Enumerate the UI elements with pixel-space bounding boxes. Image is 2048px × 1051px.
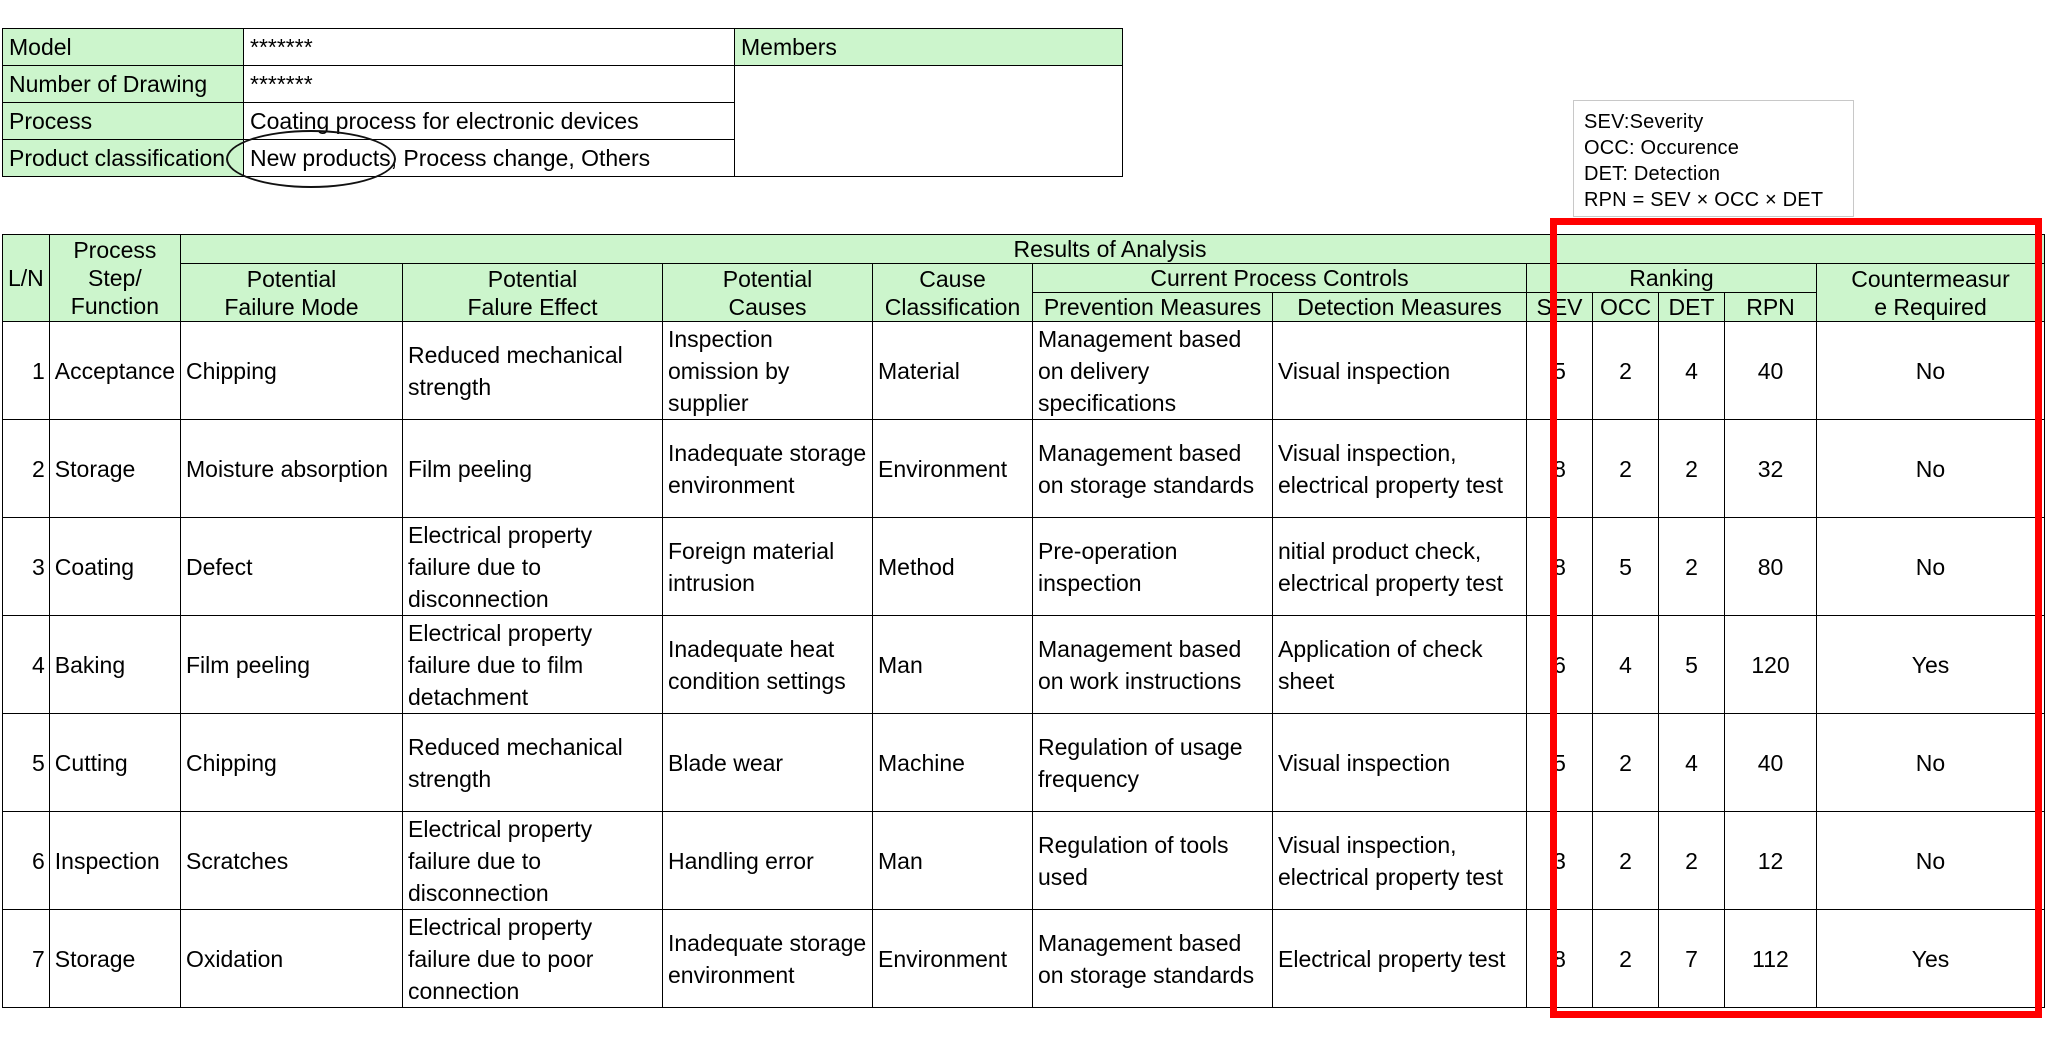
row-cell-det[interactable]: 4 xyxy=(1659,322,1725,420)
row-cell-ln[interactable]: 4 xyxy=(3,616,50,714)
col-header-failure-effect xyxy=(403,264,663,322)
col-header-occ: OCC xyxy=(1593,293,1659,322)
row-cell-failure-effect[interactable]: Reduced mechanical strength xyxy=(403,322,663,420)
row-cell-sev[interactable]: 8 xyxy=(1527,910,1593,1008)
col-header-potential-causes-line1: Potential xyxy=(722,265,813,292)
row-cell-cause-classification[interactable]: Man xyxy=(873,616,1033,714)
row-cell-prevention-measures[interactable]: Management based on storage standards xyxy=(1033,910,1273,1008)
row-cell-rpn[interactable]: 32 xyxy=(1725,420,1817,518)
table-row xyxy=(3,518,2045,616)
row-cell-sev[interactable]: 6 xyxy=(1527,616,1593,714)
col-header-countermeasure-required xyxy=(1817,264,2045,322)
row-cell-sev[interactable]: 8 xyxy=(1527,518,1593,616)
legend-det: DET: Detection xyxy=(1584,163,1721,185)
row-cell-cause-classification[interactable]: Environment xyxy=(873,910,1033,1008)
row-cell-potential-causes[interactable]: Inadequate heat condition settings xyxy=(663,616,873,714)
row-cell-countermeasure[interactable]: No xyxy=(1817,714,2045,812)
row-cell-occ[interactable]: 5 xyxy=(1593,518,1659,616)
row-cell-countermeasure[interactable]: Yes xyxy=(1817,910,2045,1008)
row-cell-cause-classification[interactable]: Machine xyxy=(873,714,1033,812)
row-cell-det[interactable]: 7 xyxy=(1659,910,1725,1008)
table-row xyxy=(3,812,2045,910)
row-cell-cause-classification[interactable]: Material xyxy=(873,322,1033,420)
legend-rpn-formula: RPN = SEV × OCC × DET xyxy=(1584,189,1824,211)
fmea-table-body xyxy=(3,322,2045,1008)
col-header-potential-causes-line2: Causes xyxy=(728,293,807,320)
row-cell-occ[interactable]: 2 xyxy=(1593,420,1659,518)
info-label-process: Process xyxy=(3,103,244,140)
col-header-cause-classification-line1: Cause xyxy=(919,265,986,292)
row-cell-cause-classification[interactable]: Man xyxy=(873,812,1033,910)
row-cell-rpn[interactable]: 112 xyxy=(1725,910,1817,1008)
row-cell-prevention-measures[interactable]: Management based on storage standards xyxy=(1033,420,1273,518)
row-cell-cause-classification[interactable]: Environment xyxy=(873,420,1033,518)
row-cell-process-step[interactable]: Cutting xyxy=(49,714,180,812)
row-cell-detection-measures[interactable]: Visual inspection xyxy=(1273,714,1527,812)
row-cell-sev[interactable]: 5 xyxy=(1527,714,1593,812)
row-cell-ln[interactable]: 2 xyxy=(3,420,50,518)
row-cell-ln[interactable]: 7 xyxy=(3,910,50,1008)
row-cell-failure-mode[interactable]: Chipping xyxy=(181,714,403,812)
col-header-prevention-measures: Prevention Measures xyxy=(1033,293,1273,322)
row-cell-occ[interactable]: 4 xyxy=(1593,616,1659,714)
row-cell-potential-causes[interactable]: Blade wear xyxy=(663,714,873,812)
legend-sev: SEV:Severity xyxy=(1584,111,1704,133)
table-row xyxy=(3,322,2045,420)
row-cell-det[interactable]: 2 xyxy=(1659,812,1725,910)
row-cell-detection-measures[interactable]: Electrical property test xyxy=(1273,910,1527,1008)
row-cell-rpn[interactable]: 80 xyxy=(1725,518,1817,616)
row-cell-prevention-measures[interactable]: Management based on work instructions xyxy=(1033,616,1273,714)
row-cell-prevention-measures[interactable]: Pre-operation inspection xyxy=(1033,518,1273,616)
row-cell-failure-effect[interactable]: Film peeling xyxy=(403,420,663,518)
col-header-process-step xyxy=(49,235,180,322)
col-header-process-step-line2: Function xyxy=(70,293,159,319)
col-header-failure-mode xyxy=(181,264,403,322)
row-cell-potential-causes[interactable]: Inadequate storage environment xyxy=(663,910,873,1008)
info-value-drawing-number[interactable]: ******* xyxy=(244,66,735,103)
row-cell-countermeasure[interactable]: No xyxy=(1817,812,2045,910)
row-cell-process-step[interactable]: Inspection xyxy=(49,812,180,910)
row-cell-rpn[interactable]: 40 xyxy=(1725,322,1817,420)
row-cell-countermeasure[interactable]: No xyxy=(1817,420,2045,518)
row-cell-process-step[interactable]: Acceptance xyxy=(49,322,180,420)
row-cell-occ[interactable]: 2 xyxy=(1593,812,1659,910)
row-cell-process-step[interactable]: Storage xyxy=(49,910,180,1008)
row-cell-cause-classification[interactable]: Method xyxy=(873,518,1033,616)
col-header-sev: SEV xyxy=(1527,293,1593,322)
row-cell-failure-effect[interactable]: Electrical property failure due to disconnection xyxy=(403,518,663,616)
row-cell-sev[interactable]: 8 xyxy=(1527,420,1593,518)
row-cell-detection-measures[interactable]: Visual inspection xyxy=(1273,322,1527,420)
row-cell-detection-measures[interactable]: Application of check sheet xyxy=(1273,616,1527,714)
row-cell-sev[interactable]: 3 xyxy=(1527,812,1593,910)
row-cell-detection-measures[interactable]: nitial product check, electrical property test xyxy=(1273,518,1527,616)
row-cell-det[interactable]: 5 xyxy=(1659,616,1725,714)
row-cell-rpn[interactable]: 12 xyxy=(1725,812,1817,910)
table-row xyxy=(3,714,2045,812)
col-header-process-step-line1: Process Step/ xyxy=(73,237,157,291)
col-header-results-of-analysis: Results of Analysis xyxy=(181,235,2045,264)
col-header-potential-causes xyxy=(663,264,873,322)
info-value-process[interactable]: Coating process for electronic devices xyxy=(244,103,735,140)
row-cell-potential-causes[interactable]: Inadequate storage environment xyxy=(663,420,873,518)
row-cell-process-step[interactable]: Baking xyxy=(49,616,180,714)
row-cell-countermeasure[interactable]: No xyxy=(1817,518,2045,616)
row-cell-failure-effect[interactable]: Electrical property failure due to poor connection xyxy=(403,910,663,1008)
col-header-det: DET xyxy=(1659,293,1725,322)
members-value-cell[interactable] xyxy=(735,66,1123,177)
row-cell-ln[interactable]: 6 xyxy=(3,812,50,910)
row-cell-detection-measures[interactable]: Visual inspection, electrical property test xyxy=(1273,812,1527,910)
row-cell-potential-causes[interactable]: Inspection omission by supplier xyxy=(663,322,873,420)
row-cell-process-step[interactable]: Coating xyxy=(49,518,180,616)
row-cell-countermeasure[interactable]: Yes xyxy=(1817,616,2045,714)
row-cell-failure-mode[interactable]: Film peeling xyxy=(181,616,403,714)
col-header-failure-effect-line1: Potential xyxy=(487,265,578,292)
header-row-group xyxy=(3,235,2045,264)
col-header-ln: L/N xyxy=(3,235,50,322)
members-header: Members xyxy=(735,29,1123,66)
col-header-failure-mode-line1: Potential xyxy=(246,265,337,292)
table-row xyxy=(3,616,2045,714)
col-header-cause-classification xyxy=(873,264,1033,322)
info-label-product-classification: Product classification xyxy=(3,140,244,177)
row-cell-rpn[interactable]: 120 xyxy=(1725,616,1817,714)
row-cell-rpn[interactable]: 40 xyxy=(1725,714,1817,812)
row-cell-det[interactable]: 4 xyxy=(1659,714,1725,812)
row-cell-failure-mode[interactable]: Moisture absorption xyxy=(181,420,403,518)
row-cell-failure-mode[interactable]: Scratches xyxy=(181,812,403,910)
row-cell-prevention-measures[interactable]: Regulation of usage frequency xyxy=(1033,714,1273,812)
col-header-countermeasure-line2: e Required xyxy=(1874,293,1987,320)
row-cell-detection-measures[interactable]: Visual inspection, electrical property test xyxy=(1273,420,1527,518)
row-cell-prevention-measures[interactable]: Regulation of tools used xyxy=(1033,812,1273,910)
row-cell-failure-effect[interactable]: Electrical property failure due to film detachment xyxy=(403,616,663,714)
row-cell-failure-mode[interactable]: Chipping xyxy=(181,322,403,420)
info-row-drawing-number xyxy=(3,66,1123,103)
row-cell-failure-effect[interactable]: Electrical property failure due to disconnection xyxy=(403,812,663,910)
row-cell-potential-causes[interactable]: Handling error xyxy=(663,812,873,910)
row-cell-occ[interactable]: 2 xyxy=(1593,322,1659,420)
row-cell-failure-effect[interactable]: Reduced mechanical strength xyxy=(403,714,663,812)
row-cell-countermeasure[interactable]: No xyxy=(1817,322,2045,420)
row-cell-failure-mode[interactable]: Oxidation xyxy=(181,910,403,1008)
legend-occ: OCC: Occurence xyxy=(1584,137,1740,159)
info-value-product-classification[interactable]: New products, Process change, Others xyxy=(244,140,735,177)
col-header-ranking: Ranking xyxy=(1527,264,1817,293)
row-cell-potential-causes[interactable]: Foreign material intrusion xyxy=(663,518,873,616)
col-header-rpn: RPN xyxy=(1725,293,1817,322)
document-info-table xyxy=(2,28,1123,177)
row-cell-det[interactable]: 2 xyxy=(1659,420,1725,518)
col-header-detection-measures: Detection Measures xyxy=(1273,293,1527,322)
info-label-drawing-number: Number of Drawing xyxy=(3,66,244,103)
row-cell-ln[interactable]: 5 xyxy=(3,714,50,812)
row-cell-occ[interactable]: 2 xyxy=(1593,910,1659,1008)
row-cell-sev[interactable]: 5 xyxy=(1527,322,1593,420)
col-header-failure-effect-line2: Falure Effect xyxy=(467,293,598,320)
row-cell-failure-mode[interactable]: Defect xyxy=(181,518,403,616)
table-row xyxy=(3,910,2045,1008)
row-cell-ln[interactable]: 3 xyxy=(3,518,50,616)
row-cell-occ[interactable]: 2 xyxy=(1593,714,1659,812)
col-header-countermeasure-line1: Countermeasur xyxy=(1851,265,2010,292)
col-header-current-process-controls: Current Process Controls xyxy=(1033,264,1527,293)
info-label-model: Model xyxy=(3,29,244,66)
info-value-model[interactable]: ******* xyxy=(244,29,735,66)
abbreviation-legend-box xyxy=(1573,100,1854,217)
col-header-cause-classification-line2: Classification xyxy=(884,293,1021,320)
fmea-analysis-table xyxy=(2,234,2045,1008)
row-cell-prevention-measures[interactable]: Management based on delivery specifications xyxy=(1033,322,1273,420)
col-header-failure-mode-line2: Failure Mode xyxy=(224,293,359,320)
info-row-model xyxy=(3,29,1123,66)
row-cell-det[interactable]: 2 xyxy=(1659,518,1725,616)
row-cell-process-step[interactable]: Storage xyxy=(49,420,180,518)
header-row-subgroup xyxy=(3,264,2045,293)
row-cell-ln[interactable]: 1 xyxy=(3,322,50,420)
table-row xyxy=(3,420,2045,518)
